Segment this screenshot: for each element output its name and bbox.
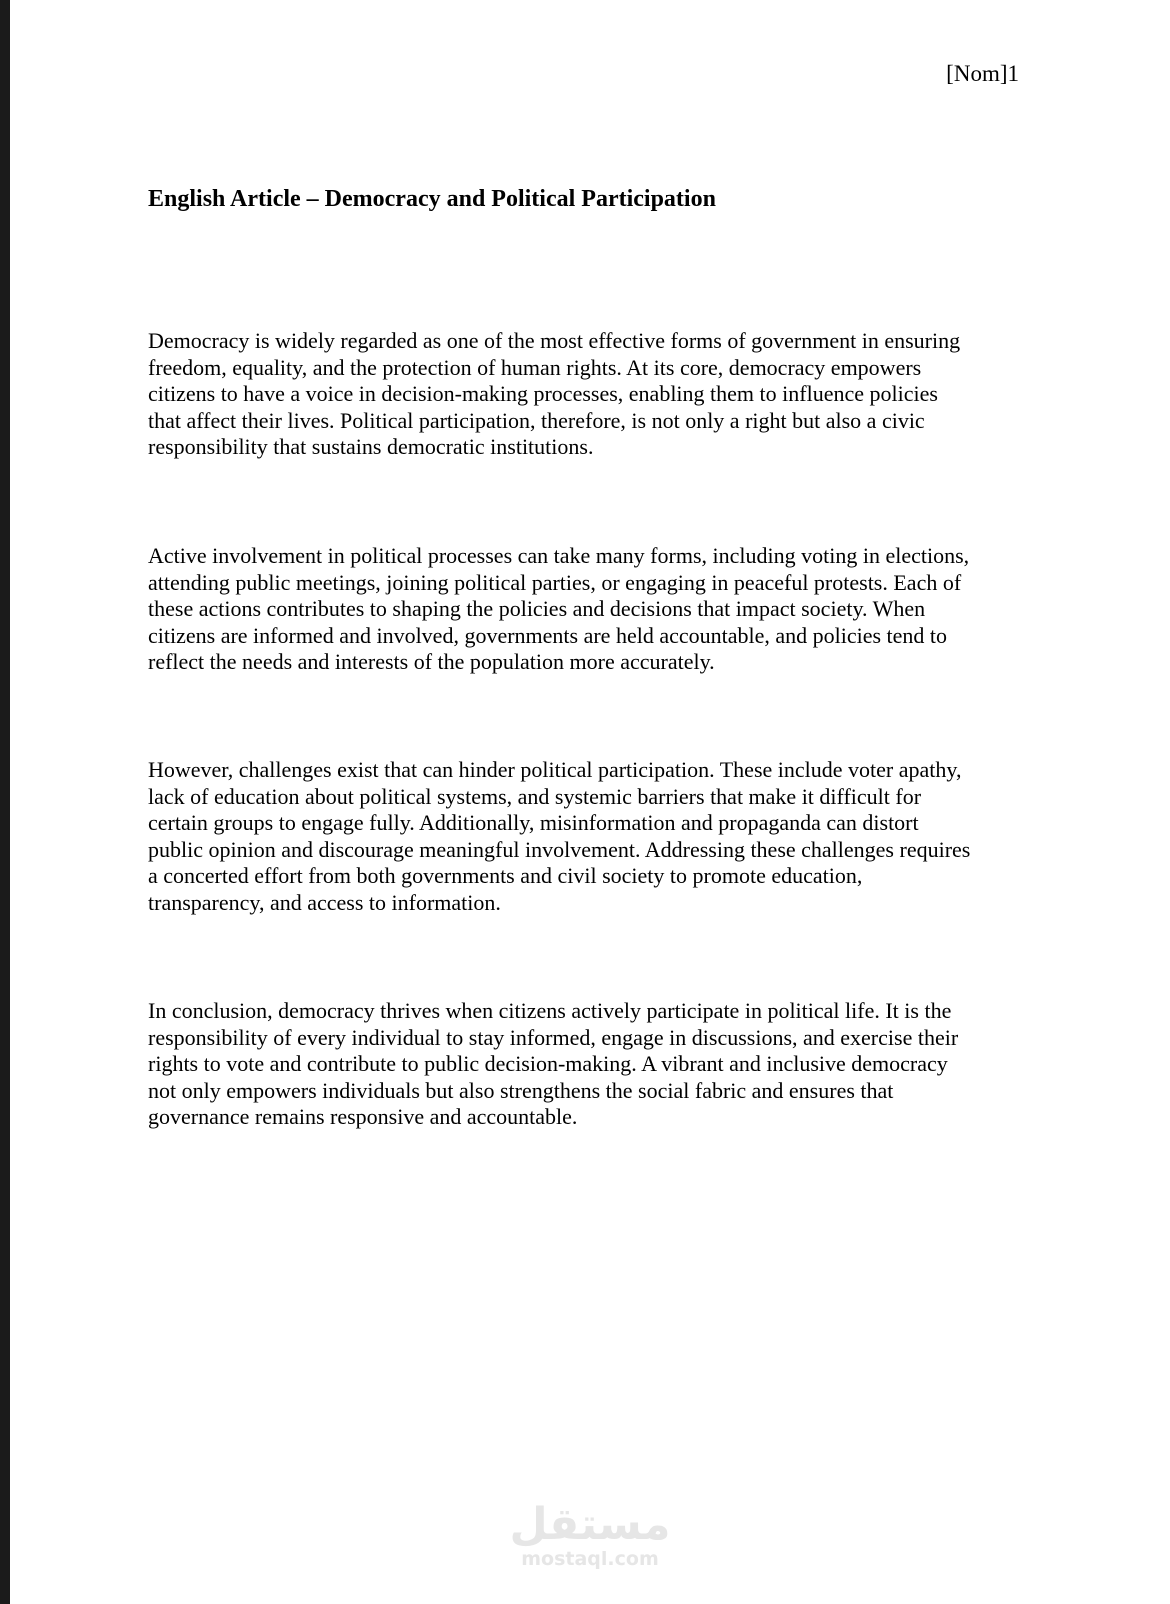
- paragraph-line: responsibility of every individual to stay informed, engage in discussions, and exercise their: [148, 1024, 959, 1050]
- watermark-logo-latin: mostaql.com: [521, 1548, 659, 1570]
- paragraph-line: rights to vote and contribute to public decision-making. A vibrant and inclusive democracy: [148, 1051, 948, 1077]
- paragraph-line: citizens are informed and involved, governments are held accountable, and policies tend to: [148, 622, 948, 648]
- paragraph-involvement: [148, 543, 1028, 676]
- paragraph-line: that affect their lives. Political participation, therefore, is not only a right but also a civic: [148, 407, 925, 433]
- paragraph-line: lack of education about political systems, and systemic barriers that make it difficult for: [148, 783, 922, 809]
- paragraph-challenges: [148, 757, 1028, 917]
- article-title: English Article – Democracy and Political Participation: [148, 186, 716, 212]
- paragraph-line: a concerted effort from both governments and civil society to promote education,: [148, 863, 863, 889]
- paragraph-line: attending public meetings, joining political parties, or engaging in peaceful protests. Each of: [148, 569, 962, 595]
- watermark-logo-arabic: مستقل: [509, 1499, 671, 1550]
- document-page: [10, 0, 1170, 1604]
- paragraph-line: However, challenges exist that can hinder political participation. These include voter apathy,: [148, 757, 962, 782]
- paragraph-line: reflect the needs and interests of the population more accurately.: [148, 649, 715, 675]
- paragraph-line: governance remains responsive and accountable.: [148, 1104, 578, 1130]
- paragraph-line: transparency, and access to information.: [148, 889, 501, 915]
- paragraph-line: certain groups to engage fully. Additionally, misinformation and propaganda can distort: [148, 810, 919, 836]
- paragraph-intro: [148, 328, 1028, 461]
- paragraph-line: these actions contributes to shaping the policies and decisions that impact society. When: [148, 596, 926, 622]
- paragraph-line: In conclusion, democracy thrives when citizens actively participate in political life. It is the: [148, 998, 952, 1023]
- paragraph-conclusion: [148, 998, 1028, 1131]
- paragraph-line: not only empowers individuals but also strengthens the social fabric and ensures that: [148, 1077, 894, 1103]
- paragraph-line: public opinion and discourage meaningful involvement. Addressing these challenges requires: [148, 836, 971, 862]
- paragraph-line: responsibility that sustains democratic institutions.: [148, 434, 594, 460]
- paragraph-line: Democracy is widely regarded as one of the most effective forms of government in ensuring: [148, 328, 961, 353]
- page-header-number: [Nom]1: [946, 61, 1019, 86]
- paragraph-line: citizens to have a voice in decision-making processes, enabling them to influence policies: [148, 381, 938, 407]
- paragraph-line: freedom, equality, and the protection of human rights. At its core, democracy empowers: [148, 354, 922, 380]
- mostaql-watermark: [10, 1500, 1170, 1600]
- paragraph-line: Active involvement in political processes can take many forms, including voting in elections,: [148, 543, 970, 568]
